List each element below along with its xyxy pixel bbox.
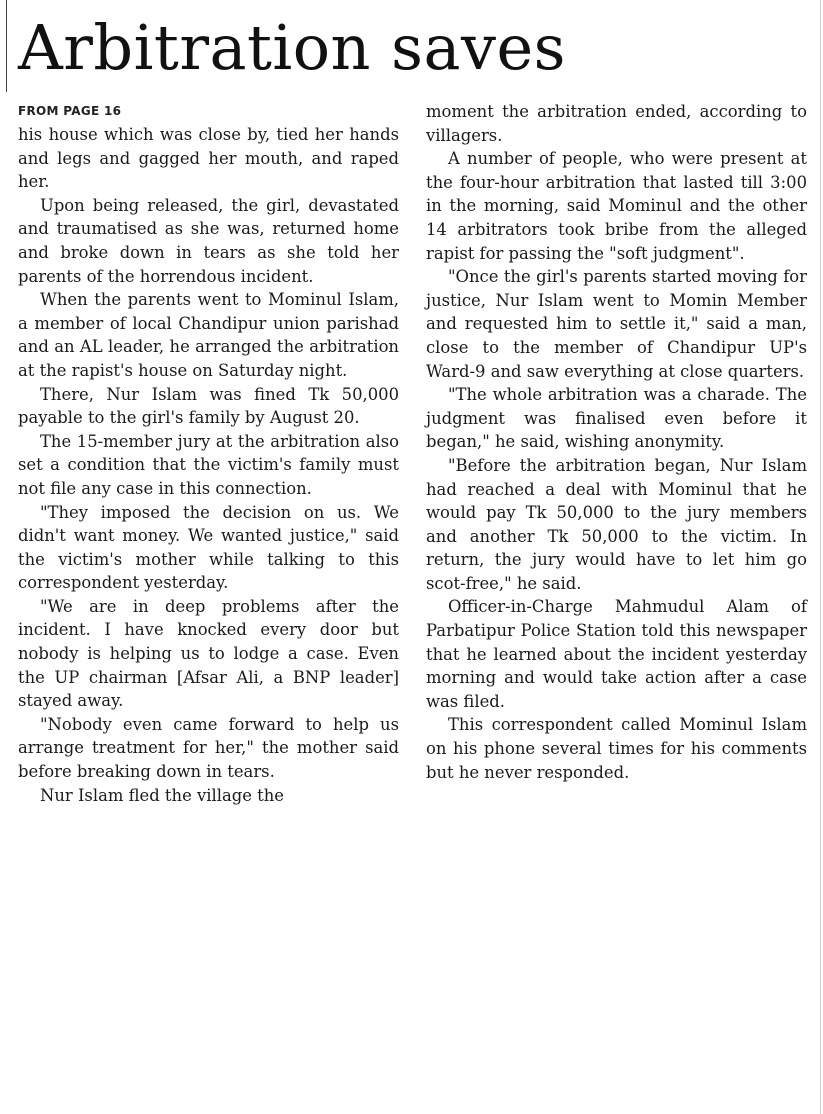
article-paragraph: "The whole arbitration was a charade. The judgment was finalised even before it began," he said, wishing anonymity. — [426, 385, 807, 452]
right-edge-rule — [820, 0, 821, 1114]
article-paragraph: When the parents went to Mominul Islam, a member of local Chandipur union parishad and an AL leader, he arranged the arbitration at the rapist's house on Saturday night. — [18, 290, 399, 380]
article-headline: Arbitration saves — [18, 11, 566, 84]
article-paragraph: moment the arbitration ended, according to villagers. — [426, 102, 807, 145]
article-paragraph: The 15-member jury at the arbitration also set a condition that the victim's family must not file any case in this connection. — [18, 431, 399, 498]
article-paragraph: "Nobody even came forward to help us arrange treatment for her," the mother said before breaking down in tears. — [18, 714, 399, 782]
article-paragraph: Upon being released, the girl, devastated and traumatised as she was, returned home and broke down in tears as she told her parents of the horrendous incident. — [18, 195, 399, 286]
article-paragraph: "They imposed the decision on us. We didn't want money. We wanted justice," said the victim's mother while talking to this correspondent yesterday. — [18, 502, 399, 593]
article-paragraph: A number of people, who were present at the four-hour arbitration that lasted till 3:00 in the morning, said Mominul and the other 14 arbitrators took bribe from the alleged rapist for passing the "soft judgment". — [426, 149, 807, 263]
continuation-kicker: FROM PAGE 16 — [18, 104, 122, 118]
left-column-rule — [6, 0, 7, 92]
article-paragraph: Officer-in-Charge Mahmudul Alam of Parbatipur Police Station told this newspaper that he learned about the incident yesterday morning and would take action after a case was filed. — [426, 597, 807, 711]
article-paragraph: "We are in deep problems after the incident. I have knocked every door but nobody is helping us to lodge a case. Even the UP chairman [Afsar Ali, a BNP leader] stayed away. — [18, 596, 399, 711]
article-paragraph: "Before the arbitration began, Nur Islam had reached a deal with Mominul that he would pay Tk 50,000 to the jury members and another Tk 50,000 to the victim. In return, the jury would have to let him go scot-free," he said. — [426, 455, 807, 593]
article-paragraph: There, Nur Islam was fined Tk 50,000 payable to the girl's family by August 20. — [18, 384, 399, 428]
article-paragraph: his house which was close by, tied her hands and legs and gagged her mouth, and raped her. — [18, 125, 399, 192]
article-paragraph: This correspondent called Mominul Islam on his phone several times for his comments but he never responded. — [426, 715, 807, 782]
article-paragraph: "Once the girl's parents started moving for justice, Nur Islam went to Momin Member and requested him to settle it," said a man, close to the member of Chandipur UP's Ward-9 and saw everything at close quarters. — [426, 267, 807, 381]
article-column-right — [426, 100, 807, 784]
article-paragraph: Nur Islam fled the village the — [40, 785, 284, 805]
article-column-left — [18, 100, 399, 807]
